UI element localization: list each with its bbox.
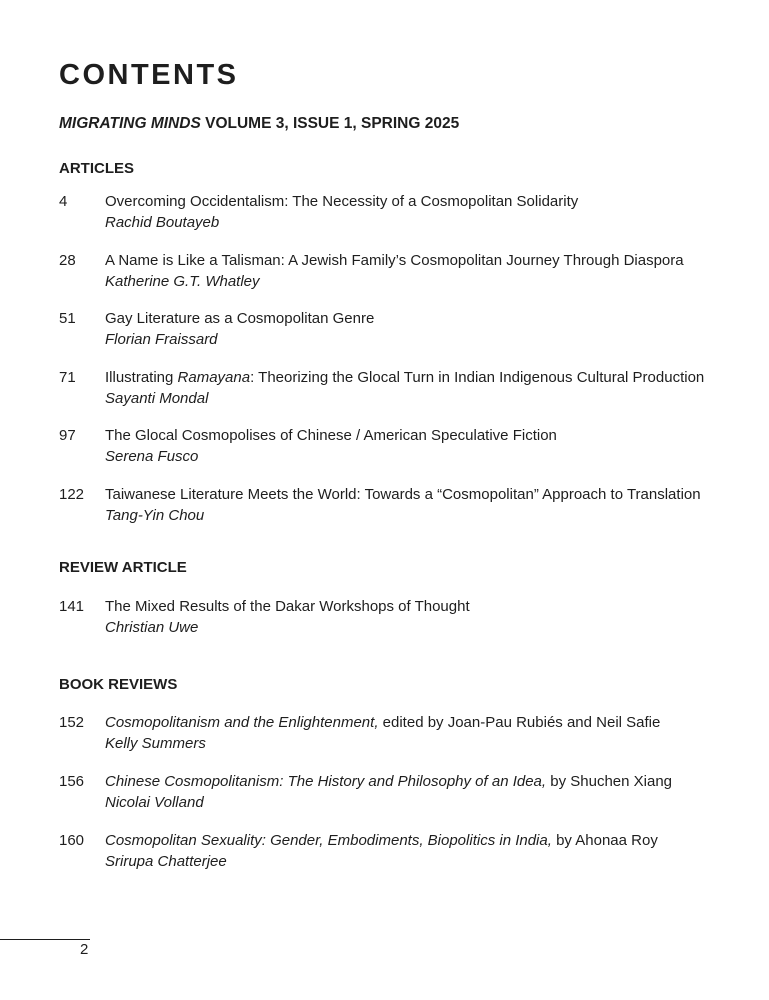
entry-author: Sayanti Mondal — [105, 390, 209, 407]
entry-author: Serena Fusco — [105, 448, 199, 465]
entry-title — [105, 712, 660, 733]
entry-title: The Mixed Results of the Dakar Workshops of Thought — [105, 598, 470, 615]
page-number: 2 — [80, 941, 89, 958]
entry-page-number: 51 — [59, 310, 76, 327]
entry-page-number: 4 — [59, 193, 68, 210]
entry-title-italic: Ramayana — [177, 369, 251, 386]
entry-title — [105, 830, 658, 851]
entry-title — [105, 367, 704, 388]
entry-author: Nicolai Volland — [105, 794, 204, 811]
section-heading-book-reviews: BOOK REVIEWS — [59, 676, 178, 693]
entry-page-number: 71 — [59, 369, 76, 386]
entry-page-number: 156 — [59, 773, 85, 790]
footer-rule — [0, 939, 90, 940]
entry-title-post: edited by Joan-Pau Rubiés and Neil Safie — [378, 714, 661, 731]
entry-title-italic: Chinese Cosmopolitanism: The History and Philosophy of an Idea, — [105, 773, 547, 790]
journal-name: MIGRATING MINDS — [59, 115, 201, 132]
entry-title-post: by Ahonaa Roy — [551, 832, 658, 849]
issue-details: VOLUME 3, ISSUE 1, SPRING 2025 — [200, 115, 460, 132]
entry-title: The Glocal Cosmopolises of Chinese / American Speculative Fiction — [105, 427, 557, 444]
entry-title-italic: Cosmopolitanism and the Enlightenment, — [105, 714, 379, 731]
entry-page-number: 160 — [59, 832, 85, 849]
entry-title: Overcoming Occidentalism: The Necessity of a Cosmopolitan Solidarity — [105, 193, 579, 210]
entry-author: Katherine G.T. Whatley — [105, 273, 260, 290]
entry-author: Florian Fraissard — [105, 331, 218, 348]
entry-title-italic: Cosmopolitan Sexuality: Gender, Embodiments, Biopolitics in India, — [105, 832, 552, 849]
entry-page-number: 97 — [59, 427, 76, 444]
entry-title: Taiwanese Literature Meets the World: Towards a “Cosmopolitan” Approach to Translation — [105, 486, 701, 503]
entry-page-number: 28 — [59, 252, 76, 269]
entry-author: Srirupa Chatterjee — [105, 853, 227, 870]
entry-page-number: 122 — [59, 486, 85, 503]
entry-title — [105, 771, 672, 792]
entry-page-number: 141 — [59, 598, 85, 615]
entry-page-number: 152 — [59, 714, 85, 731]
entry-author: Christian Uwe — [105, 619, 199, 636]
entry-author: Kelly Summers — [105, 735, 206, 752]
issue-line — [59, 114, 459, 134]
entry-author: Rachid Boutayeb — [105, 214, 220, 231]
entry-title: Gay Literature as a Cosmopolitan Genre — [105, 310, 375, 327]
entry-title-pre: Illustrating — [105, 369, 178, 386]
section-heading-review-article: REVIEW ARTICLE — [59, 559, 187, 576]
entry-title: A Name is Like a Talisman: A Jewish Family’s Cosmopolitan Journey Through Diaspora — [105, 252, 684, 269]
entry-author: Tang-Yin Chou — [105, 507, 205, 524]
page-title: CONTENTS — [59, 59, 239, 91]
entry-title-post: by Shuchen Xiang — [546, 773, 673, 790]
section-heading-articles: ARTICLES — [59, 160, 134, 177]
entry-title-post: : Theorizing the Glocal Turn in Indian Indigenous Cultural Production — [250, 369, 705, 386]
